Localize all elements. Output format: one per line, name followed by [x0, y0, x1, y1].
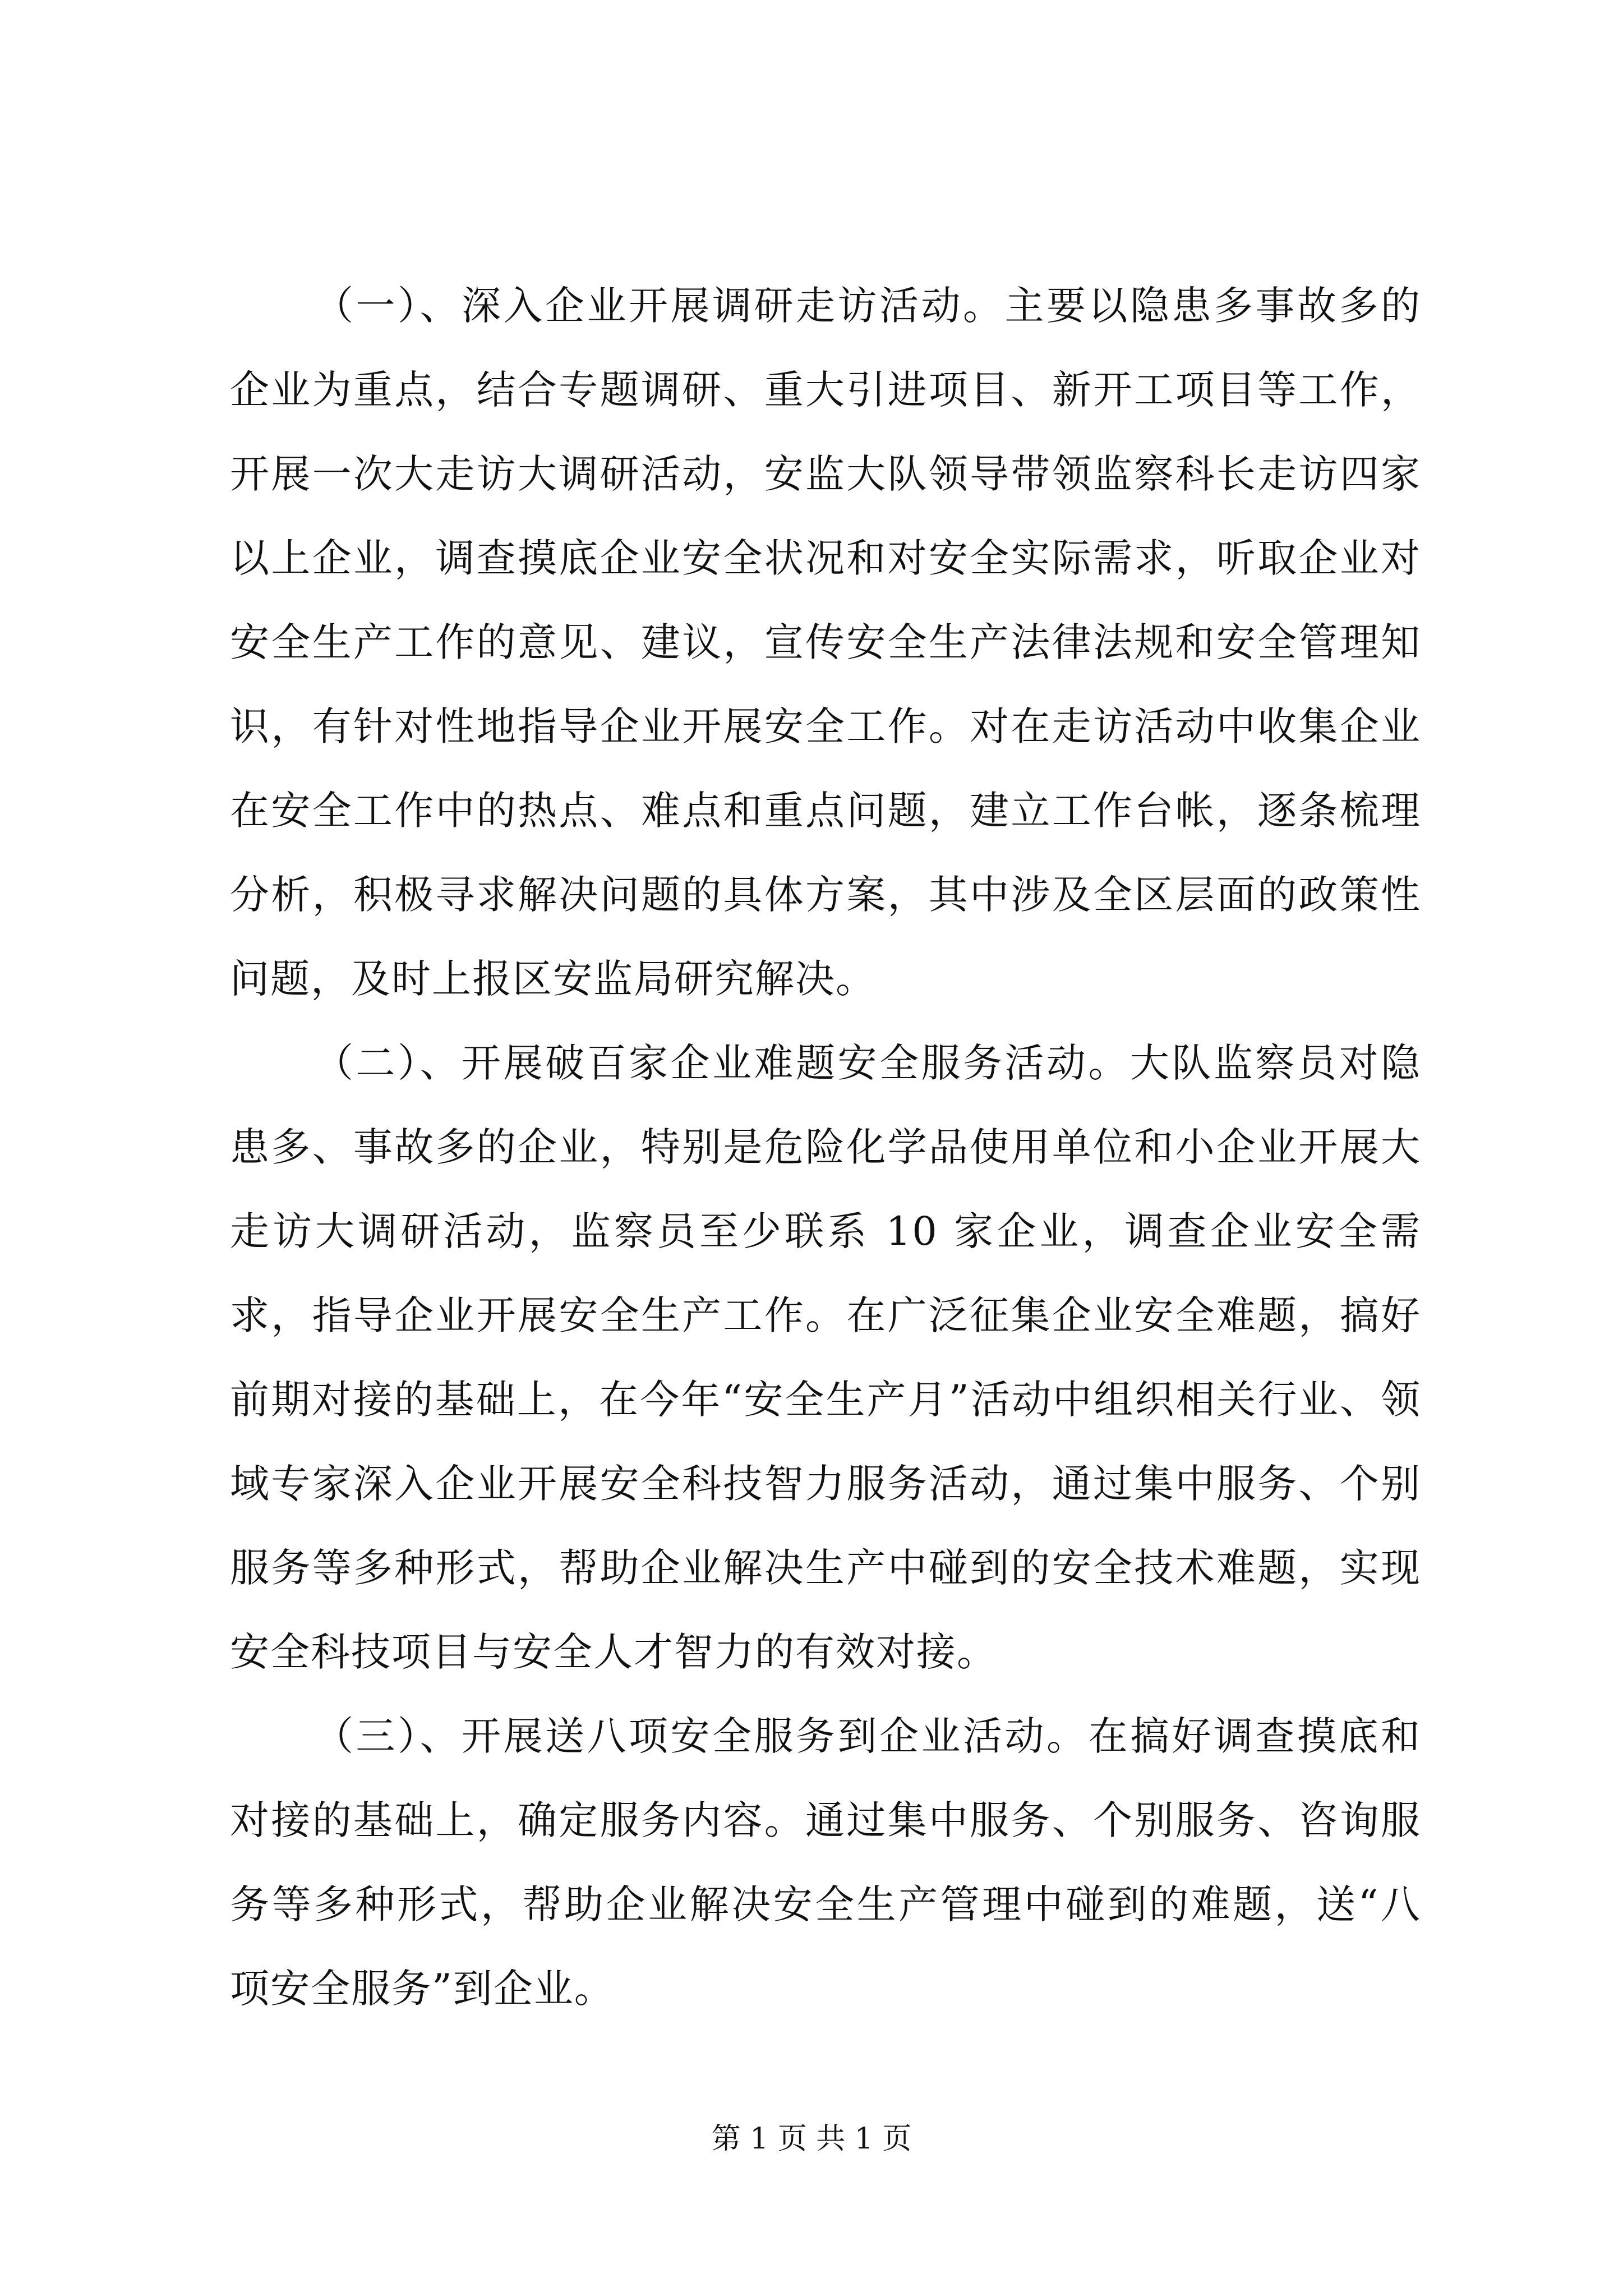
paragraph-1: （一）、深入企业开展调研走访活动。主要以隐患多事故多的企业为重点，结合专题调研、重大引进项目、新开工项目等工作，开展一次大走访大调研活动，安监大队领导带领监察科长走访四家以上企业，调查摸底企业安全状况和对安全实际需求，听取企业对安全生产工作的意见、建议，宣传安全生产法律法规和安全管理知识，有针对性地指导企业开展安全工作。对在走访活动中收集企业在安全工作中的热点、难点和重点问题，建立工作台帐，逐条梳理分析，积极寻求解决问题的具体方案，其中涉及全区层面的政策性问题，及时上报区安监局研究解决。: [230, 283, 1421, 1002]
paragraph-3: （三）、开展送八项安全服务到企业活动。在搞好调查摸底和对接的基础上，确定服务内容。通过集中服务、个别服务、咨询服务等多种形式，帮助企业解决安全生产管理中碰到的难题，送“八项安全服务”到企业。: [230, 1713, 1421, 2012]
document-body: [230, 264, 1421, 2031]
paragraph-2: （二）、开展破百家企业难题安全服务活动。大队监察员对隐患多、事故多的企业，特别是危险化学品使用单位和小企业开展大走访大调研活动，监察员至少联系 10 家企业，调查企业安全需求，指导企业开展安全生产工作。在广泛征集企业安全难题，搞好前期对接的基础上，在今年“安全生产月”活动中组织相关行业、领域专家深入企业开展安全科技智力服务活动，通过集中服务、个别服务等多种形式，帮助企业解决生产中碰到的安全技术难题，实现安全科技项目与安全人才智力的有效对接。: [230, 1040, 1421, 1675]
page-footer: 第 1 页 共 1 页: [711, 2122, 912, 2156]
